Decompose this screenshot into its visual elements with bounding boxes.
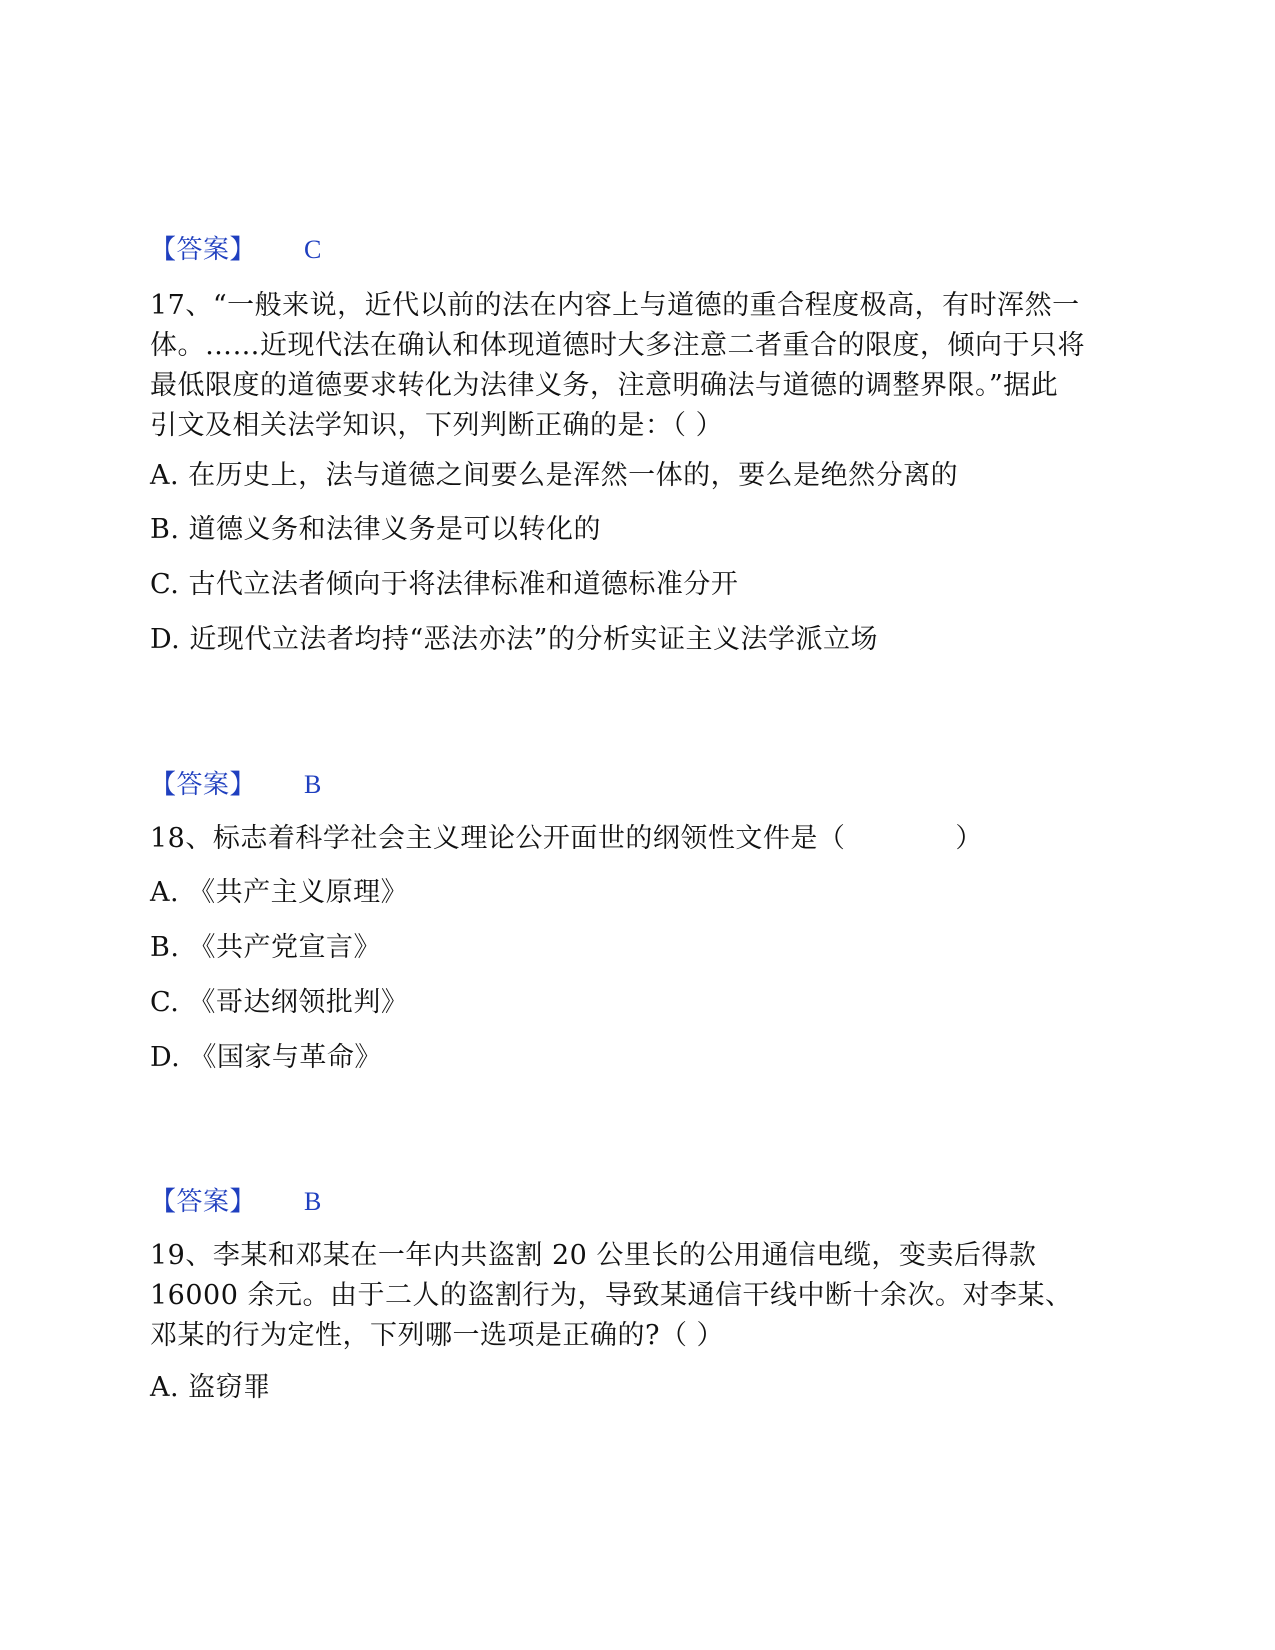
option-a: A. 盗窃罪 <box>150 1372 271 1403</box>
answer-value: C <box>304 235 322 264</box>
question-text-line: 19、李某和邓某在一年内共盗割 20 公里长的公用通信电缆，变卖后得款 <box>150 1240 1037 1271</box>
question-text-line: 17、“一般来说，近代以前的法在内容上与道德的重合程度极高，有时浑然一 <box>150 290 1080 321</box>
option-d: D. 《国家与革命》 <box>150 1042 382 1073</box>
answer-line <box>150 766 322 804</box>
option-a: A. 在历史上，法与道德之间要么是浑然一体的，要么是绝然分离的 <box>150 460 959 491</box>
option-b: B. 道德义务和法律义务是可以转化的 <box>150 514 602 545</box>
option-d: D. 近现代立法者均持“恶法亦法”的分析实证主义法学派立场 <box>150 624 878 655</box>
answer-value: B <box>304 770 322 799</box>
option-c: C. 古代立法者倾向于将法律标准和道德标准分开 <box>150 569 739 600</box>
question-text-line: 引文及相关法学知识，下列判断正确的是：（ ） <box>150 410 724 441</box>
answer-label: 【答案】 <box>150 1187 257 1217</box>
question-text-line: 16000 余元。由于二人的盗割行为，导致某通信干线中断十余次。对李某、 <box>150 1280 1073 1311</box>
option-c: C. 《哥达纲领批判》 <box>150 987 409 1018</box>
question-text-line: 邓某的行为定性，下列哪一选项是正确的?（ ） <box>150 1320 725 1351</box>
answer-line <box>150 1183 322 1221</box>
question-18-stem: 18、标志着科学社会主义理论公开面世的纲领性文件是（ ） <box>150 823 983 854</box>
option-a: A. 《共产主义原理》 <box>150 877 409 908</box>
question-text-line: 最低限度的道德要求转化为法律义务，注意明确法与道德的调整界限。”据此 <box>150 370 1059 401</box>
question-text-line: 体。……近现代法在确认和体现道德时大多注意二者重合的限度，倾向于只将 <box>150 330 1085 361</box>
question-19-stem <box>150 1236 1140 1356</box>
answer-value: B <box>304 1187 322 1216</box>
answer-label: 【答案】 <box>150 235 257 265</box>
answer-label: 【答案】 <box>150 770 257 800</box>
question-17-stem <box>150 286 1140 446</box>
option-b: B. 《共产党宣言》 <box>150 932 382 963</box>
answer-line <box>150 231 322 269</box>
